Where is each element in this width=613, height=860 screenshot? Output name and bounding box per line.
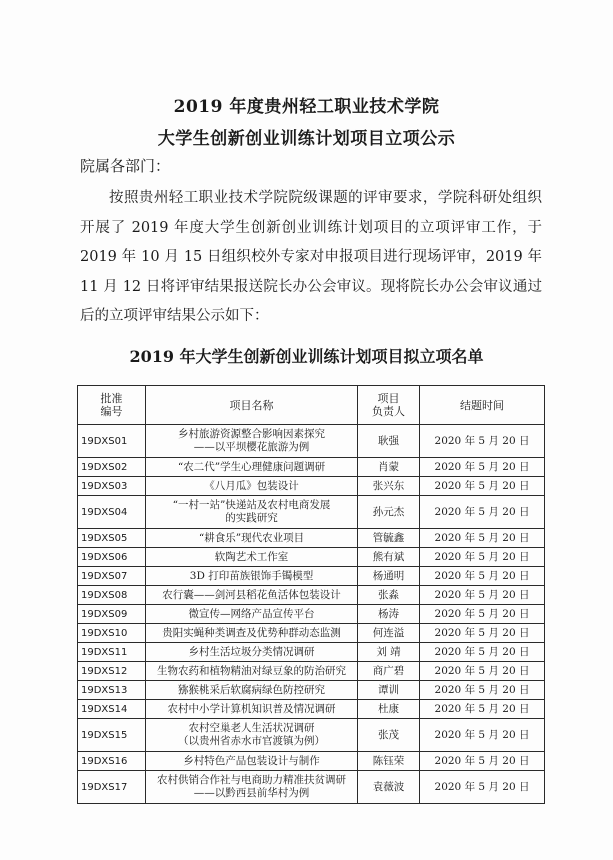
project-name: 3D 打印苗族银饰手镯模型 [189,569,314,582]
header-code-line2: 编号 [100,405,123,418]
cell-project-name [146,771,358,804]
header-name: 项目名称 [146,386,358,425]
cell-leader: 肖蒙 [358,458,420,477]
cell-project-name [146,458,358,477]
project-name: 农村供销合作社与电商助力精准扶贫调研 [157,774,346,786]
table-row [78,567,545,586]
table-body [78,425,545,804]
cell-completion-date: 2020 年 5 月 20 日 [420,771,545,804]
cell-completion-date: 2020 年 5 月 20 日 [420,586,545,605]
cell-leader: 熊有斌 [358,548,420,567]
cell-project-name [146,567,358,586]
table-row [78,752,545,771]
cell-completion-date: 2020 年 5 月 20 日 [420,643,545,662]
cell-project-name [146,586,358,605]
cell-project-name [146,624,358,643]
project-name: “一村一站”快递站及农村电商发展 [172,499,331,511]
table-row [78,700,545,719]
cell-code: 19DXS14 [78,700,146,719]
cell-completion-date: 2020 年 5 月 20 日 [420,496,545,529]
cell-code: 19DXS09 [78,605,146,624]
project-list-table [77,385,545,804]
table-row [78,605,545,624]
table-row [78,458,545,477]
cell-completion-date: 2020 年 5 月 20 日 [420,425,545,458]
cell-project-name [146,496,358,529]
cell-completion-date: 2020 年 5 月 20 日 [420,662,545,681]
table-row [78,586,545,605]
header-date: 结题时间 [420,386,545,425]
cell-code: 19DXS01 [78,425,146,458]
header-leader-line1: 项目 [377,392,400,405]
table-row [78,496,545,529]
project-name: 农村空巢老人生活状况调研 [188,722,315,734]
cell-leader: 管毓鑫 [358,529,420,548]
project-name: 乡村旅游资源整合影响因素探究 [178,428,325,440]
cell-leader: 刘 靖 [358,643,420,662]
document-title-line2: 大学生创新创业训练计划项目立项公示 [157,129,456,149]
table-row [78,662,545,681]
project-name: 乡村生活垃圾分类情况调研 [188,645,315,658]
cell-leader: 商广碧 [358,662,420,681]
cell-completion-date: 2020 年 5 月 20 日 [420,681,545,700]
table-row [78,719,545,752]
header-code [78,386,146,425]
cell-code: 19DXS05 [78,529,146,548]
project-name: 农村中小学计算机知识普及情况调研 [167,702,336,715]
project-name-subtitle: ——以黔西县前华村为例 [193,787,310,799]
cell-project-name [146,605,358,624]
project-name: 猕猴桃采后软腐病绿色防控研究 [178,683,325,696]
project-name-subtitle: （以贵州省赤水市官渡镇为例） [178,735,325,747]
cell-project-name [146,425,358,458]
cell-leader: 张淼 [358,586,420,605]
header-leader [358,386,420,425]
table-row [78,681,545,700]
cell-completion-date: 2020 年 5 月 20 日 [420,548,545,567]
cell-leader: 袁薇波 [358,771,420,804]
project-name-subtitle: 的实践研究 [225,512,278,524]
cell-completion-date: 2020 年 5 月 20 日 [420,624,545,643]
cell-project-name [146,700,358,719]
header-leader-line2: 负责人 [372,405,405,418]
table-row [78,771,545,804]
cell-completion-date: 2020 年 5 月 20 日 [420,605,545,624]
cell-completion-date: 2020 年 5 月 20 日 [420,529,545,548]
project-name: “农二代”学生心理健康问题调研 [177,460,326,473]
body-paragraph: 按照贵州轻工职业技术学院院级课题的评审要求，学院科研处组织开展了 2019 年度大学生创新创业训练计划项目的立项评审工作，于 2019 年 10 月 15 日组织校外专家对申报项目进行现场评审，2019 年 11 月 12 日将评审结果报送院长办公会审议。现将院长办公会审议通过后的立项评审结果公示如下： [80,190,542,324]
cell-completion-date: 2020 年 5 月 20 日 [420,752,545,771]
cell-completion-date: 2020 年 5 月 20 日 [420,477,545,496]
cell-project-name [146,681,358,700]
cell-code: 19DXS12 [78,662,146,681]
table-row [78,548,545,567]
cell-project-name [146,529,358,548]
project-name: 乡村特色产品包装设计与制作 [183,754,320,767]
cell-leader: 张兴东 [358,477,420,496]
cell-leader: 谭训 [358,681,420,700]
salutation: 院属各部门： [80,157,171,175]
cell-code: 19DXS10 [78,624,146,643]
header-code-line1: 批准 [100,392,123,405]
table-row [78,529,545,548]
cell-project-name [146,719,358,752]
cell-code: 19DXS03 [78,477,146,496]
cell-completion-date: 2020 年 5 月 20 日 [420,567,545,586]
project-name: 《八月瓜》包装设计 [204,479,299,492]
cell-code: 19DXS15 [78,719,146,752]
project-name: 贵阳实蝇种类调查及优势种群动态监测 [162,626,341,639]
table-row [78,425,545,458]
cell-leader: 杨涛 [358,605,420,624]
cell-code: 19DXS13 [78,681,146,700]
cell-completion-date: 2020 年 5 月 20 日 [420,719,545,752]
cell-completion-date: 2020 年 5 月 20 日 [420,458,545,477]
cell-leader: 陈钰荣 [358,752,420,771]
project-name-subtitle: ——以平坝樱花旅游为例 [193,441,310,453]
project-name: 软陶艺术工作室 [214,550,289,563]
table-header-row [78,386,545,425]
cell-leader: 何连溢 [358,624,420,643]
cell-leader: 张茂 [358,719,420,752]
cell-project-name [146,662,358,681]
cell-leader: 耿强 [358,425,420,458]
table-row [78,643,545,662]
cell-project-name [146,477,358,496]
cell-leader: 孙元杰 [358,496,420,529]
project-name: 微宣传—网络产品宣传平台 [188,607,315,620]
table-row [78,477,545,496]
cell-code: 19DXS04 [78,496,146,529]
cell-project-name [146,643,358,662]
cell-code: 19DXS08 [78,586,146,605]
project-name: 农行囊——剑河县稻花鱼活体包装设计 [162,588,341,601]
cell-project-name [146,752,358,771]
project-name: 生物农药和植物精油对绿豆象的防治研究 [157,664,346,677]
cell-code: 19DXS02 [78,458,146,477]
cell-code: 19DXS11 [78,643,146,662]
cell-leader: 杜康 [358,700,420,719]
cell-project-name [146,548,358,567]
document-title-line1: 2019 年度贵州轻工职业技术学院 [173,97,440,117]
list-title: 2019 年大学生创新创业训练计划项目拟立项名单 [129,347,484,366]
cell-code: 19DXS16 [78,752,146,771]
cell-completion-date: 2020 年 5 月 20 日 [420,700,545,719]
project-name: “耕食乐”现代农业项目 [198,531,305,544]
cell-leader: 杨通明 [358,567,420,586]
cell-code: 19DXS06 [78,548,146,567]
cell-code: 19DXS07 [78,567,146,586]
table-row [78,624,545,643]
cell-code: 19DXS17 [78,771,146,804]
